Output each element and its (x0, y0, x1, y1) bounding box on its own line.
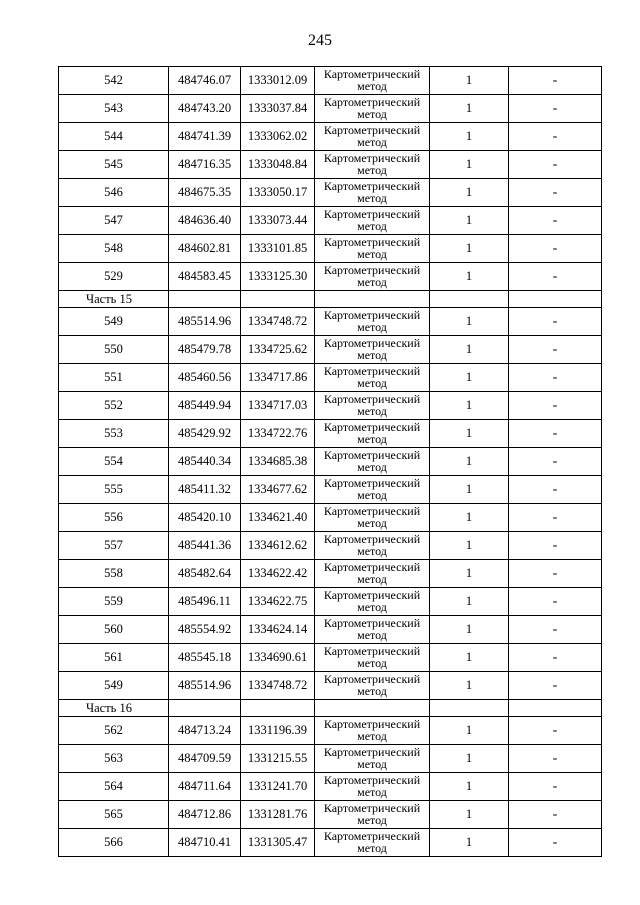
count-cell: 1 (430, 801, 509, 829)
method-line1: Картометрический (323, 801, 421, 815)
method-cell (315, 179, 430, 207)
x-coordinate-cell: 485554.92 (169, 616, 241, 644)
empty-cell (315, 700, 430, 717)
y-coordinate-cell: 1334612.62 (241, 532, 315, 560)
x-coordinate-cell: 484741.39 (169, 123, 241, 151)
empty-cell (509, 291, 602, 308)
y-coordinate-cell: 1331241.70 (241, 773, 315, 801)
section-label: Часть 16 (59, 700, 169, 717)
count-cell: 1 (430, 672, 509, 700)
method-cell (315, 308, 430, 336)
method-line1: Картометрический (323, 504, 421, 518)
point-number-cell: 543 (59, 95, 169, 123)
method-line2: метод (357, 600, 387, 614)
method-line2: метод (357, 191, 387, 205)
point-number-cell: 551 (59, 364, 169, 392)
note-cell: - (509, 829, 602, 857)
method-line1: Картометрический (323, 588, 421, 602)
x-coordinate-cell: 485420.10 (169, 504, 241, 532)
coordinates-table-body (59, 67, 602, 857)
page-number: 245 (308, 32, 332, 49)
y-coordinate-cell: 1333125.30 (241, 263, 315, 291)
method-cell (315, 207, 430, 235)
method-line2: метод (357, 656, 387, 670)
method-line2: метод (357, 488, 387, 502)
y-coordinate-cell: 1334725.62 (241, 336, 315, 364)
count-cell: 1 (430, 476, 509, 504)
method-cell (315, 616, 430, 644)
x-coordinate-cell: 484675.35 (169, 179, 241, 207)
method-line1: Картометрический (323, 745, 421, 759)
point-number-cell: 556 (59, 504, 169, 532)
y-coordinate-cell: 1334622.42 (241, 560, 315, 588)
method-line2: метод (357, 628, 387, 642)
method-cell (315, 123, 430, 151)
method-line1: Картометрический (323, 420, 421, 434)
method-line2: метод (357, 404, 387, 418)
count-cell: 1 (430, 123, 509, 151)
point-number-cell: 553 (59, 420, 169, 448)
table-row (59, 717, 602, 745)
count-cell: 1 (430, 588, 509, 616)
x-coordinate-cell: 485482.64 (169, 560, 241, 588)
count-cell: 1 (430, 532, 509, 560)
table-row (59, 364, 602, 392)
y-coordinate-cell: 1334677.62 (241, 476, 315, 504)
x-coordinate-cell: 484583.45 (169, 263, 241, 291)
method-line1: Картометрический (323, 476, 421, 490)
y-coordinate-cell: 1334622.75 (241, 588, 315, 616)
count-cell: 1 (430, 67, 509, 95)
count-cell: 1 (430, 717, 509, 745)
note-cell: - (509, 672, 602, 700)
point-number-cell: 542 (59, 67, 169, 95)
method-cell (315, 364, 430, 392)
point-number-cell: 565 (59, 801, 169, 829)
method-cell (315, 420, 430, 448)
note-cell: - (509, 532, 602, 560)
x-coordinate-cell: 485545.18 (169, 644, 241, 672)
method-line1: Картометрический (323, 773, 421, 787)
y-coordinate-cell: 1334685.38 (241, 448, 315, 476)
method-cell (315, 67, 430, 95)
method-cell (315, 392, 430, 420)
table-row (59, 672, 602, 700)
empty-cell (430, 700, 509, 717)
method-line1: Картометрический (323, 235, 421, 249)
x-coordinate-cell: 484709.59 (169, 745, 241, 773)
note-cell: - (509, 801, 602, 829)
y-coordinate-cell: 1333048.84 (241, 151, 315, 179)
y-coordinate-cell: 1333050.17 (241, 179, 315, 207)
empty-cell (241, 700, 315, 717)
table-row (59, 476, 602, 504)
table-row (59, 448, 602, 476)
method-cell (315, 95, 430, 123)
y-coordinate-cell: 1331215.55 (241, 745, 315, 773)
method-line2: метод (357, 107, 387, 121)
x-coordinate-cell: 484712.86 (169, 801, 241, 829)
y-coordinate-cell: 1333037.84 (241, 95, 315, 123)
empty-cell (509, 700, 602, 717)
y-coordinate-cell: 1333012.09 (241, 67, 315, 95)
empty-cell (315, 291, 430, 308)
method-line2: метод (357, 348, 387, 362)
note-cell: - (509, 717, 602, 745)
count-cell: 1 (430, 392, 509, 420)
point-number-cell: 560 (59, 616, 169, 644)
note-cell: - (509, 207, 602, 235)
method-cell (315, 235, 430, 263)
point-number-cell: 548 (59, 235, 169, 263)
x-coordinate-cell: 484746.07 (169, 67, 241, 95)
x-coordinate-cell: 485411.32 (169, 476, 241, 504)
method-line1: Картометрический (323, 644, 421, 658)
method-cell (315, 773, 430, 801)
method-line1: Картометрический (323, 123, 421, 137)
count-cell: 1 (430, 448, 509, 476)
table-row (59, 616, 602, 644)
note-cell: - (509, 588, 602, 616)
point-number-cell: 549 (59, 308, 169, 336)
count-cell: 1 (430, 364, 509, 392)
x-coordinate-cell: 485496.11 (169, 588, 241, 616)
table-row (59, 560, 602, 588)
point-number-cell: 566 (59, 829, 169, 857)
method-cell (315, 336, 430, 364)
table-row (59, 588, 602, 616)
count-cell: 1 (430, 263, 509, 291)
section-label: Часть 15 (59, 291, 169, 308)
method-cell (315, 672, 430, 700)
point-number-cell: 563 (59, 745, 169, 773)
method-line2: метод (357, 135, 387, 149)
x-coordinate-cell: 485479.78 (169, 336, 241, 364)
x-coordinate-cell: 485449.94 (169, 392, 241, 420)
y-coordinate-cell: 1331196.39 (241, 717, 315, 745)
method-line1: Картометрический (323, 392, 421, 406)
x-coordinate-cell: 485441.36 (169, 532, 241, 560)
note-cell: - (509, 308, 602, 336)
point-number-cell: 544 (59, 123, 169, 151)
method-line1: Картометрический (323, 672, 421, 686)
x-coordinate-cell: 484713.24 (169, 717, 241, 745)
x-coordinate-cell: 485514.96 (169, 308, 241, 336)
point-number-cell: 550 (59, 336, 169, 364)
empty-cell (169, 291, 241, 308)
table-row (59, 123, 602, 151)
method-line1: Картометрический (323, 263, 421, 277)
note-cell: - (509, 235, 602, 263)
method-line2: метод (357, 320, 387, 334)
method-cell (315, 476, 430, 504)
method-line1: Картометрический (323, 179, 421, 193)
method-cell (315, 504, 430, 532)
method-line2: метод (357, 684, 387, 698)
count-cell: 1 (430, 644, 509, 672)
point-number-cell: 559 (59, 588, 169, 616)
method-line1: Картометрический (323, 829, 421, 843)
method-cell (315, 151, 430, 179)
x-coordinate-cell: 485460.56 (169, 364, 241, 392)
x-coordinate-cell: 484716.35 (169, 151, 241, 179)
table-row (59, 336, 602, 364)
count-cell: 1 (430, 336, 509, 364)
table-row (59, 207, 602, 235)
x-coordinate-cell: 484636.40 (169, 207, 241, 235)
point-number-cell: 554 (59, 448, 169, 476)
method-line2: метод (357, 813, 387, 827)
method-line1: Картометрический (323, 95, 421, 109)
method-line1: Картометрический (323, 616, 421, 630)
point-number-cell: 561 (59, 644, 169, 672)
count-cell: 1 (430, 95, 509, 123)
table-row (59, 420, 602, 448)
method-line1: Картометрический (323, 717, 421, 731)
y-coordinate-cell: 1334748.72 (241, 672, 315, 700)
table-row (59, 308, 602, 336)
empty-cell (430, 291, 509, 308)
section-row (59, 291, 602, 308)
method-line1: Картометрический (323, 532, 421, 546)
method-line2: метод (357, 376, 387, 390)
table-row (59, 801, 602, 829)
note-cell: - (509, 67, 602, 95)
table-row (59, 263, 602, 291)
method-line1: Картометрический (323, 207, 421, 221)
x-coordinate-cell: 485514.96 (169, 672, 241, 700)
point-number-cell: 529 (59, 263, 169, 291)
table-row (59, 95, 602, 123)
count-cell: 1 (430, 829, 509, 857)
point-number-cell: 549 (59, 672, 169, 700)
method-line2: метод (357, 572, 387, 586)
note-cell: - (509, 179, 602, 207)
method-line2: метод (357, 757, 387, 771)
method-cell (315, 717, 430, 745)
method-line2: метод (357, 247, 387, 261)
x-coordinate-cell: 484711.64 (169, 773, 241, 801)
note-cell: - (509, 95, 602, 123)
table-row (59, 392, 602, 420)
note-cell: - (509, 420, 602, 448)
section-row (59, 700, 602, 717)
count-cell: 1 (430, 616, 509, 644)
method-line1: Картометрический (323, 336, 421, 350)
method-line1: Картометрический (323, 448, 421, 462)
point-number-cell: 562 (59, 717, 169, 745)
method-line2: метод (357, 275, 387, 289)
point-number-cell: 545 (59, 151, 169, 179)
note-cell: - (509, 151, 602, 179)
count-cell: 1 (430, 420, 509, 448)
count-cell: 1 (430, 308, 509, 336)
y-coordinate-cell: 1334717.86 (241, 364, 315, 392)
note-cell: - (509, 364, 602, 392)
y-coordinate-cell: 1333073.44 (241, 207, 315, 235)
method-line1: Картометрический (323, 308, 421, 322)
y-coordinate-cell: 1334690.61 (241, 644, 315, 672)
y-coordinate-cell: 1334722.76 (241, 420, 315, 448)
y-coordinate-cell: 1333101.85 (241, 235, 315, 263)
method-cell (315, 263, 430, 291)
y-coordinate-cell: 1334621.40 (241, 504, 315, 532)
count-cell: 1 (430, 207, 509, 235)
method-line2: метод (357, 544, 387, 558)
method-cell (315, 448, 430, 476)
table-row (59, 235, 602, 263)
x-coordinate-cell: 485440.34 (169, 448, 241, 476)
note-cell: - (509, 616, 602, 644)
method-line2: метод (357, 460, 387, 474)
count-cell: 1 (430, 235, 509, 263)
point-number-cell: 547 (59, 207, 169, 235)
count-cell: 1 (430, 151, 509, 179)
method-line2: метод (357, 516, 387, 530)
table-row (59, 773, 602, 801)
point-number-cell: 552 (59, 392, 169, 420)
x-coordinate-cell: 485429.92 (169, 420, 241, 448)
count-cell: 1 (430, 773, 509, 801)
method-cell (315, 532, 430, 560)
method-line2: метод (357, 785, 387, 799)
x-coordinate-cell: 484743.20 (169, 95, 241, 123)
y-coordinate-cell: 1334624.14 (241, 616, 315, 644)
point-number-cell: 546 (59, 179, 169, 207)
y-coordinate-cell: 1334717.03 (241, 392, 315, 420)
method-line1: Картометрический (323, 560, 421, 574)
note-cell: - (509, 476, 602, 504)
method-line2: метод (357, 163, 387, 177)
note-cell: - (509, 263, 602, 291)
note-cell: - (509, 745, 602, 773)
note-cell: - (509, 336, 602, 364)
note-cell: - (509, 504, 602, 532)
note-cell: - (509, 560, 602, 588)
method-line2: метод (357, 729, 387, 743)
note-cell: - (509, 392, 602, 420)
method-line1: Картометрический (323, 364, 421, 378)
table-row (59, 67, 602, 95)
y-coordinate-cell: 1333062.02 (241, 123, 315, 151)
method-cell (315, 801, 430, 829)
table-row (59, 179, 602, 207)
point-number-cell: 555 (59, 476, 169, 504)
note-cell: - (509, 773, 602, 801)
method-line2: метод (357, 432, 387, 446)
coordinates-table (58, 66, 602, 857)
method-line2: метод (357, 219, 387, 233)
table-row (59, 151, 602, 179)
table-row (59, 745, 602, 773)
method-cell (315, 644, 430, 672)
count-cell: 1 (430, 745, 509, 773)
method-cell (315, 745, 430, 773)
method-line2: метод (357, 841, 387, 855)
count-cell: 1 (430, 560, 509, 588)
method-cell (315, 829, 430, 857)
y-coordinate-cell: 1334748.72 (241, 308, 315, 336)
note-cell: - (509, 123, 602, 151)
x-coordinate-cell: 484710.41 (169, 829, 241, 857)
table-row (59, 644, 602, 672)
count-cell: 1 (430, 179, 509, 207)
x-coordinate-cell: 484602.81 (169, 235, 241, 263)
method-line1: Картометрический (323, 151, 421, 165)
table-row (59, 829, 602, 857)
method-cell (315, 560, 430, 588)
y-coordinate-cell: 1331305.47 (241, 829, 315, 857)
y-coordinate-cell: 1331281.76 (241, 801, 315, 829)
method-line2: метод (357, 79, 387, 93)
note-cell: - (509, 644, 602, 672)
method-line1: Картометрический (323, 67, 421, 81)
note-cell: - (509, 448, 602, 476)
point-number-cell: 564 (59, 773, 169, 801)
method-cell (315, 588, 430, 616)
empty-cell (241, 291, 315, 308)
table-row (59, 504, 602, 532)
empty-cell (169, 700, 241, 717)
point-number-cell: 557 (59, 532, 169, 560)
point-number-cell: 558 (59, 560, 169, 588)
table-row (59, 532, 602, 560)
count-cell: 1 (430, 504, 509, 532)
